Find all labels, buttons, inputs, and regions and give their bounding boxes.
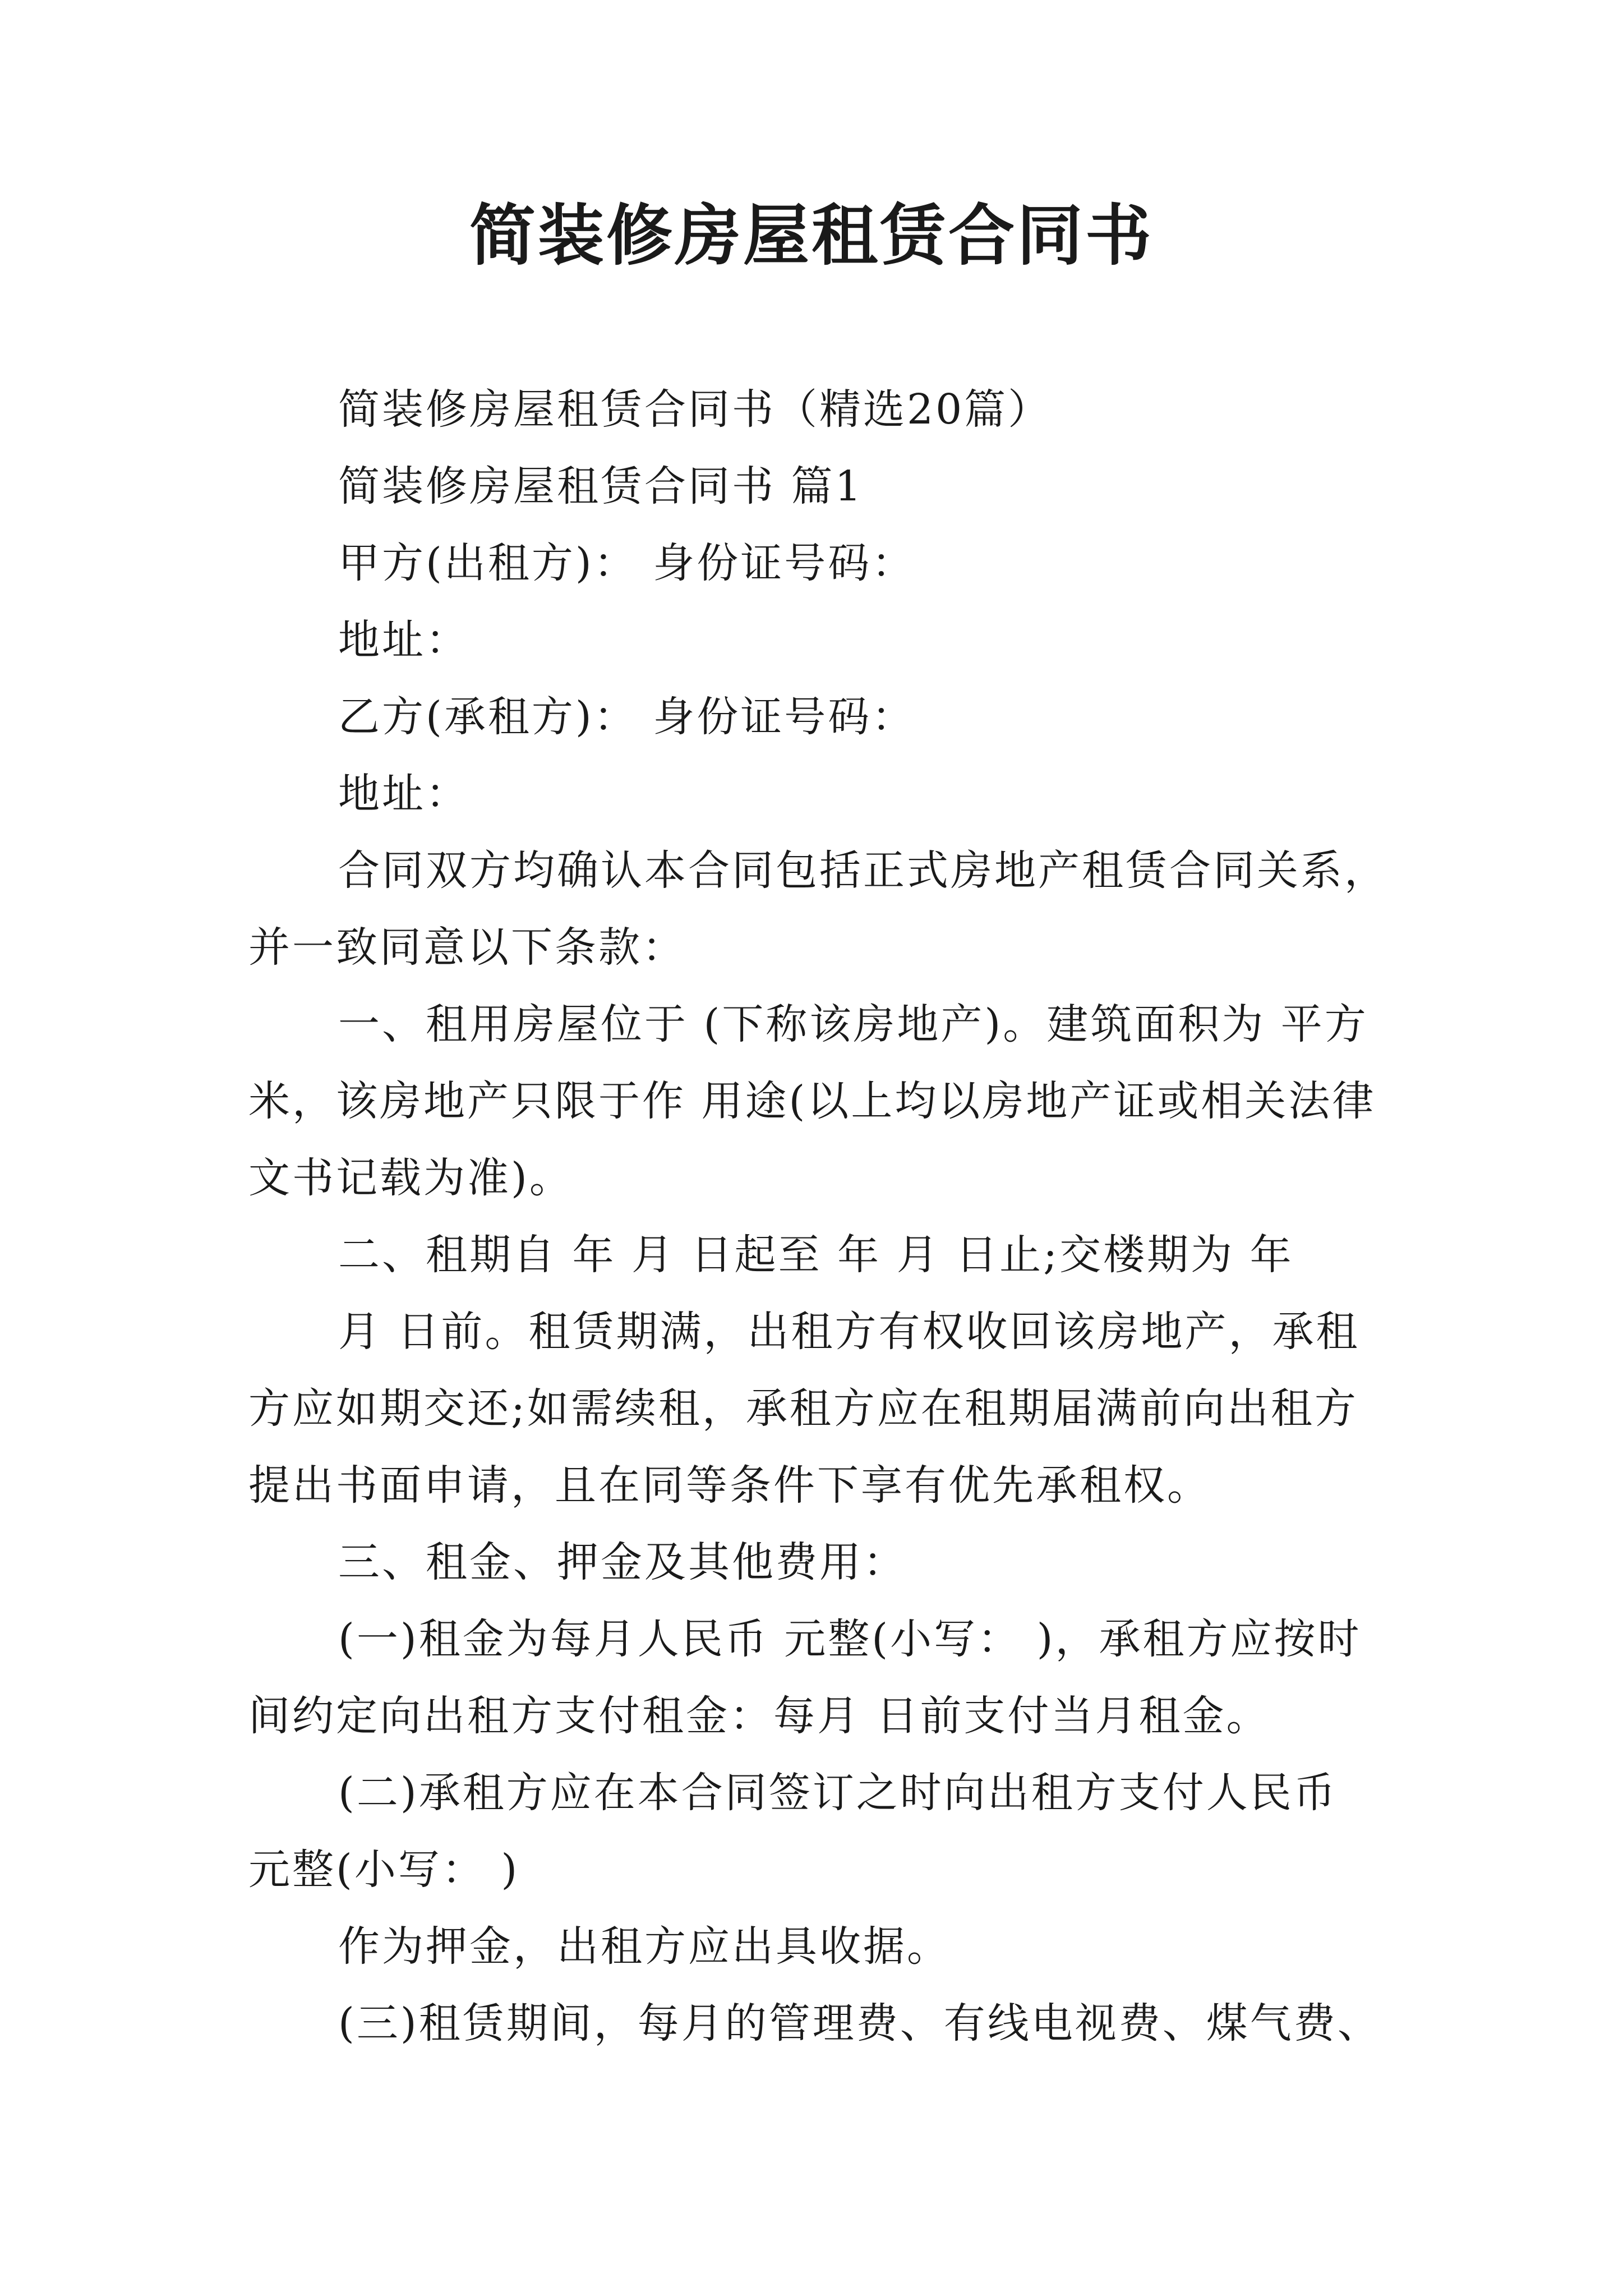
section-heading: 简装修房屋租赁合同书 篇1: [338, 462, 864, 510]
party-a-address: 地址：: [338, 616, 469, 664]
party-a-line: 甲方(出租方)： 身份证号码：: [338, 539, 916, 587]
paragraph-line: 米，该房地产只限于作 用途(以上均以房地产证或相关法律: [248, 1077, 1376, 1125]
paragraph-line: 提出书面申请，且在同等条件下享有优先承租权。: [248, 1461, 1211, 1510]
subtitle-line: 简装修房屋租赁合同书（精选20篇）: [338, 385, 1052, 434]
paragraph-line: 方应如期交还;如需续租，承租方应在租期届满前向出租方: [248, 1384, 1358, 1433]
party-b-address: 地址：: [338, 770, 469, 818]
paragraph-line: 作为押金，出租方应出具收据。: [338, 1922, 951, 1971]
paragraph-line: (一)租金为每月人民币 元整(小写： )，承租方应按时: [338, 1615, 1362, 1663]
paragraph-line: 月 日前。租赁期满，出租方有权收回该房地产，承租: [338, 1308, 1360, 1356]
paragraph-line: (三)租赁期间，每月的管理费、有线电视费、煤气费、: [338, 1999, 1381, 2047]
document-title: 简装修房屋租赁合同书: [469, 196, 1154, 274]
paragraph-line: 元整(小写： ): [248, 1846, 520, 1894]
paragraph-line: (二)承租方应在本合同签订之时向出租方支付人民币: [338, 1769, 1338, 1817]
paragraph-line: 一、租用房屋位于 (下称该房地产)。建筑面积为 平方: [338, 1000, 1368, 1048]
paragraph-line: 并一致同意以下条款：: [248, 923, 686, 972]
paragraph-line: 三、租金、押金及其他费用：: [338, 1538, 907, 1586]
party-b-line: 乙方(承租方)： 身份证号码：: [338, 693, 916, 741]
paragraph-line: 二、租期自 年 月 日起至 年 月 日止;交楼期为 年: [338, 1231, 1294, 1279]
paragraph-line: 间约定向出租方支付租金：每月 日前支付当月租金。: [248, 1692, 1270, 1740]
paragraph-line: 文书记载为准)。: [248, 1154, 573, 1202]
paragraph-line: 合同双方均确认本合同包括正式房地产租赁合同关系，: [338, 846, 1388, 895]
